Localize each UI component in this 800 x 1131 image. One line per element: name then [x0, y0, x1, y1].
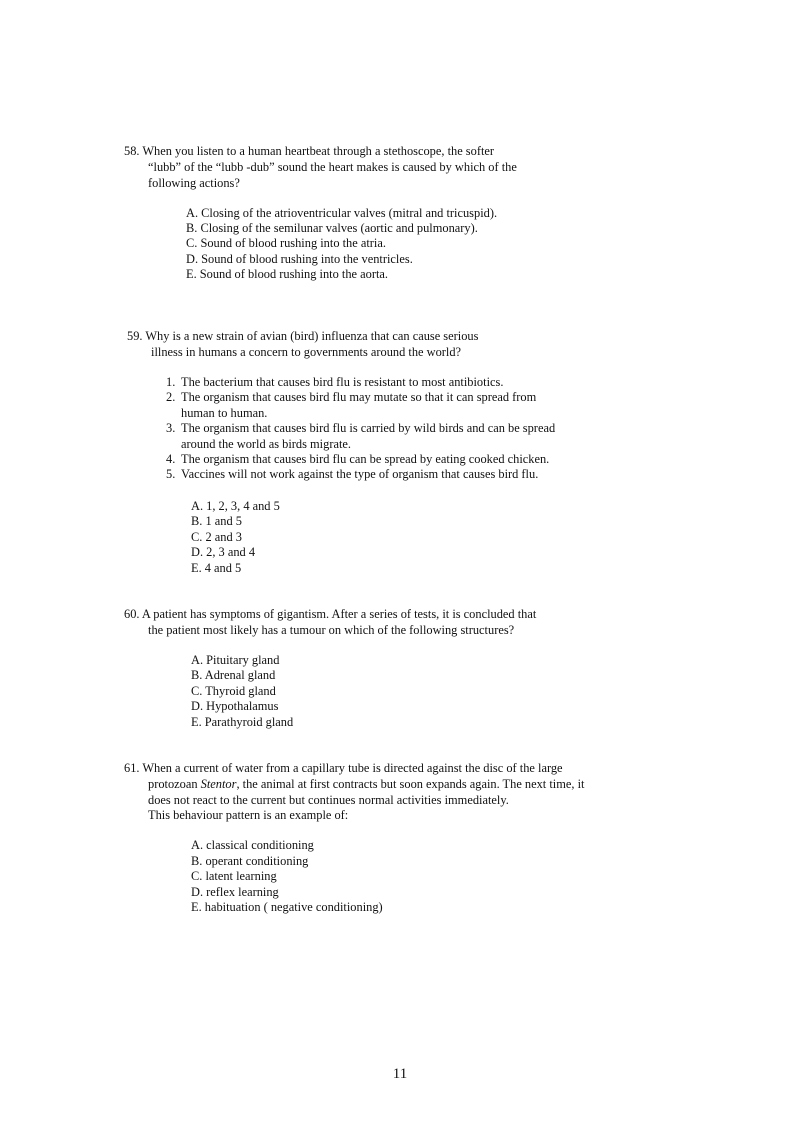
answer-option-a: A. Pituitary gland	[191, 653, 280, 667]
organism-name: Stentor	[200, 777, 237, 791]
question-text-segment: , the animal at first contracts but soon expands again. The next time, it	[236, 777, 585, 791]
statement-text: around the world as birds migrate.	[181, 437, 351, 451]
question-text-line: the patient most likely has a tumour on which of the following structures?	[148, 623, 515, 637]
page-number: 11	[392, 1066, 408, 1082]
statement-number: 5.	[166, 467, 176, 481]
statement-number: 3.	[166, 421, 176, 435]
answer-option-a: A. Closing of the atrioventricular valves (mitral and tricuspid).	[186, 206, 498, 220]
statement-text: The organism that causes bird flu is carried by wild birds and can be spread	[181, 421, 556, 435]
question-text-line: 60. A patient has symptoms of gigantism. After a series of tests, it is concluded that	[124, 607, 537, 621]
statement-number: 1.	[166, 375, 176, 389]
answer-option-d: D. 2, 3 and 4	[191, 545, 256, 559]
statement-text: The organism that causes bird flu may mutate so that it can spread from	[181, 390, 537, 404]
question-text-line: illness in humans a concern to governments around the world?	[151, 345, 462, 359]
statement-text: The bacterium that causes bird flu is resistant to most antibiotics.	[181, 375, 504, 389]
answer-option-c: C. 2 and 3	[191, 530, 242, 544]
answer-option-b: B. Adrenal gland	[191, 668, 276, 682]
answer-option-e: E. 4 and 5	[191, 561, 242, 575]
question-text-line: 58. When you listen to a human heartbeat through a stethoscope, the softer	[124, 144, 495, 158]
answer-option-d: D. Sound of blood rushing into the ventricles.	[186, 252, 413, 266]
question-text-segment: protozoan	[148, 777, 201, 791]
statement-text: The organism that causes bird flu can be spread by eating cooked chicken.	[181, 452, 550, 466]
statement-number: 4.	[166, 452, 176, 466]
answer-option-e: E. Sound of blood rushing into the aorta.	[186, 267, 389, 281]
answer-option-a: A. classical conditioning	[191, 838, 314, 852]
statement-number: 2.	[166, 390, 176, 404]
question-text-line	[148, 777, 584, 792]
statement-text: human to human.	[181, 406, 268, 420]
question-text-line: 59. Why is a new strain of avian (bird) influenza that can cause serious	[127, 329, 479, 343]
answer-option-d: D. Hypothalamus	[191, 699, 279, 713]
answer-option-b: B. Closing of the semilunar valves (aortic and pulmonary).	[186, 221, 478, 235]
question-text-line: following actions?	[148, 176, 240, 190]
answer-option-d: D. reflex learning	[191, 885, 279, 899]
answer-option-c: C. Thyroid gland	[191, 684, 276, 698]
answer-option-b: B. operant conditioning	[191, 854, 309, 868]
answer-option-b: B. 1 and 5	[191, 514, 242, 528]
answer-option-c: C. latent learning	[191, 869, 277, 883]
answer-option-a: A. 1, 2, 3, 4 and 5	[191, 499, 280, 513]
statement-text: Vaccines will not work against the type of organism that causes bird flu.	[181, 467, 539, 481]
question-text-line: does not react to the current but continues normal activities immediately.	[148, 793, 509, 807]
question-text-line: This behaviour pattern is an example of:	[148, 808, 349, 822]
question-text-line: “lubb” of the “lubb -dub” sound the heart makes is caused by which of the	[148, 160, 517, 174]
question-text-line: 61. When a current of water from a capillary tube is directed against the disc of the large	[124, 761, 563, 775]
answer-option-e: E. Parathyroid gland	[191, 715, 294, 729]
answer-option-e: E. habituation ( negative conditioning)	[191, 900, 383, 914]
answer-option-c: C. Sound of blood rushing into the atria.	[186, 236, 386, 250]
